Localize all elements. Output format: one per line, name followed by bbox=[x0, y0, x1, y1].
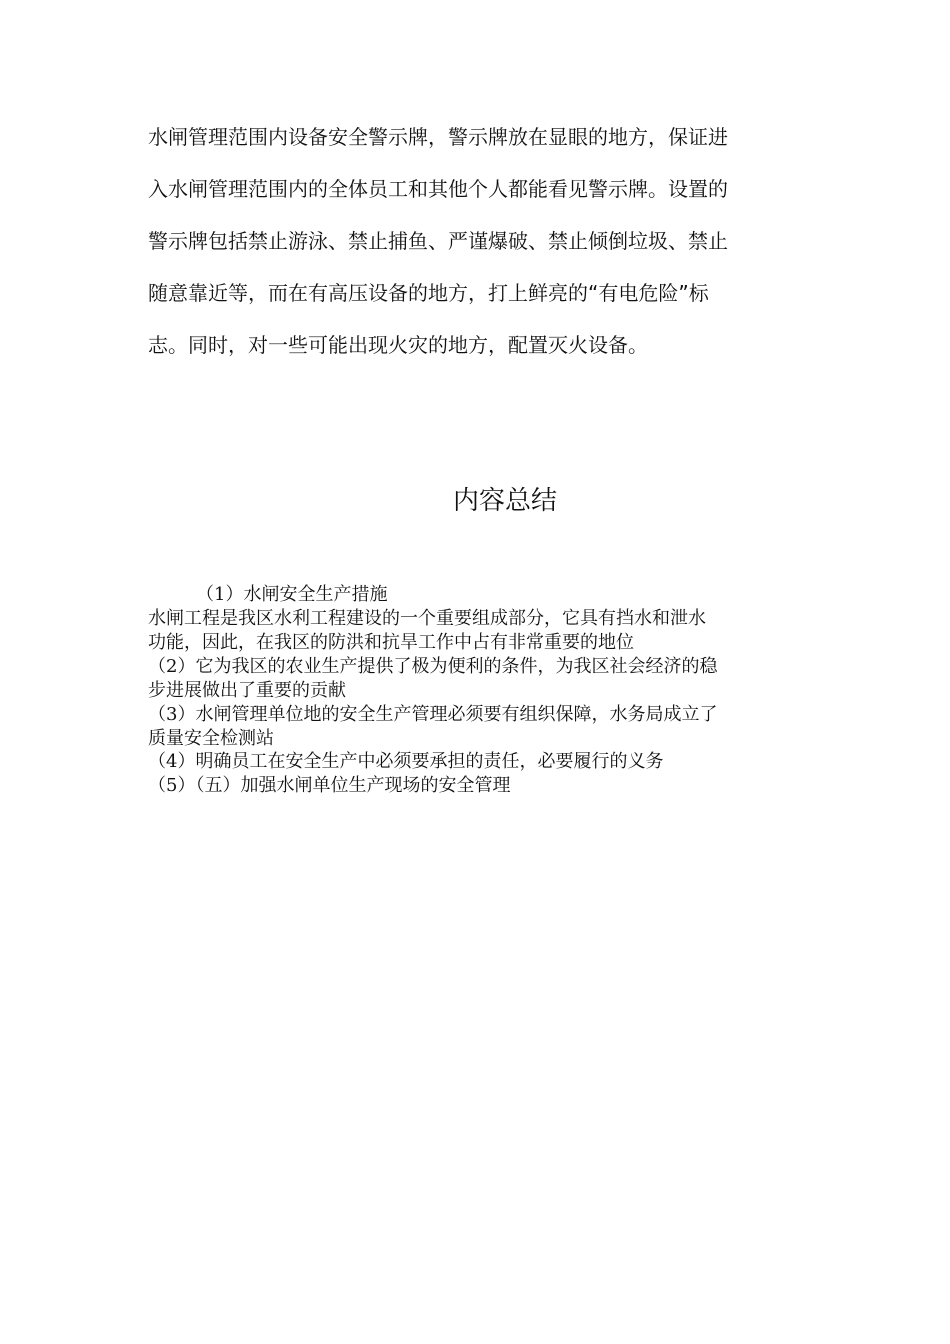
paragraph-line: 警示牌包括禁止游泳、禁止捕鱼、严谨爆破、禁止倾倒垃圾、禁止 bbox=[148, 229, 728, 253]
paragraph-line: 水闸管理范围内设备安全警示牌，警示牌放在显眼的地方，保证进 bbox=[148, 125, 728, 149]
summary-line: 质量安全检测站 bbox=[148, 728, 274, 749]
summary-heading: 内容总结 bbox=[452, 486, 557, 516]
summary-line: 水闸工程是我区水利工程建设的一个重要组成部分，它具有挡水和泄水 bbox=[148, 608, 706, 629]
paragraph-line: 入水闸管理范围内的全体员工和其他个人都能看见警示牌。设置的 bbox=[148, 177, 728, 201]
summary-line: 步进展做出了重要的贡献 bbox=[148, 680, 346, 701]
summary-line: （5）（五）加强水闸单位生产现场的安全管理 bbox=[148, 775, 511, 796]
summary-line: （1）水闸安全生产措施 bbox=[196, 584, 388, 605]
summary-line: （2）它为我区的农业生产提供了极为便利的条件，为我区社会经济的稳 bbox=[148, 656, 718, 677]
summary-line: （4）明确员工在安全生产中必须要承担的责任，必要履行的义务 bbox=[148, 751, 664, 772]
paragraph-line: 志。同时，对一些可能出现火灾的地方，配置灭火设备。 bbox=[148, 333, 648, 357]
summary-line: 功能，因此，在我区的防洪和抗旱工作中占有非常重要的地位 bbox=[148, 632, 634, 653]
summary-line: （3）水闸管理单位地的安全生产管理必须要有组织保障，水务局成立了 bbox=[148, 704, 718, 725]
paragraph-line: 随意靠近等，而在有高压设备的地方，打上鲜亮的“有电危险”标 bbox=[148, 281, 709, 305]
